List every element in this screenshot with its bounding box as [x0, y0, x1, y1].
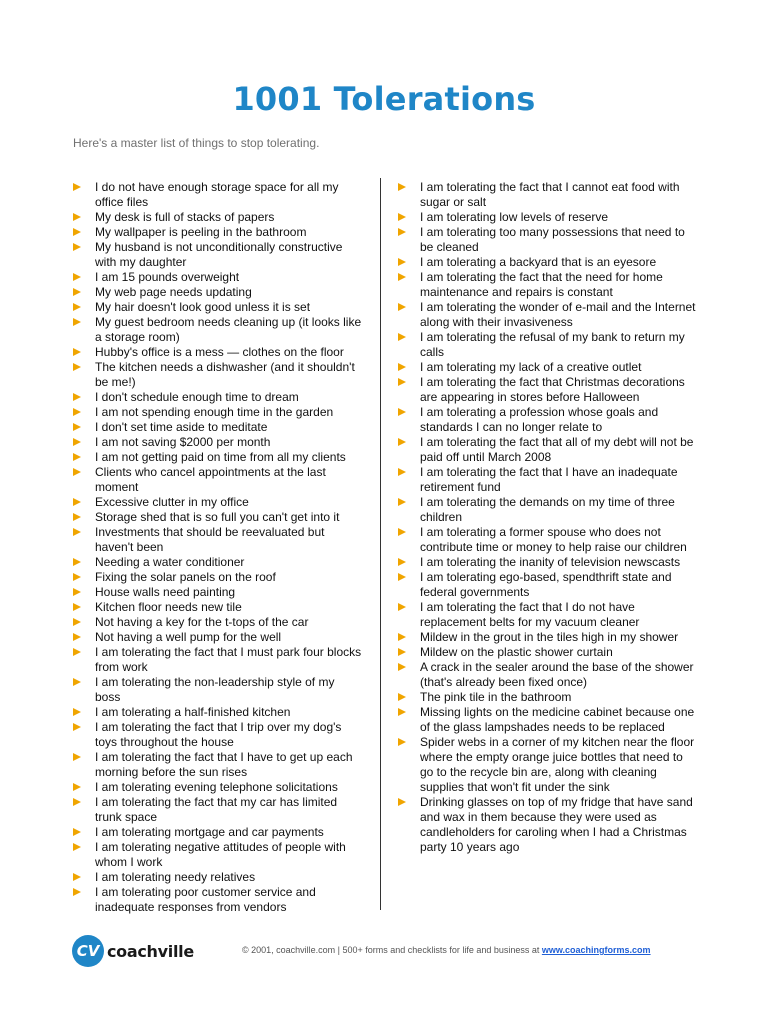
document-subtitle: Here's a master list of things to stop tolerating. [73, 136, 320, 150]
triangle-bullet-icon [73, 678, 81, 686]
toleration-item [73, 780, 363, 795]
toleration-text: Hubby's office is a mess — clothes on the floor [95, 345, 344, 359]
triangle-bullet-icon [73, 603, 81, 611]
toleration-item [73, 420, 363, 435]
toleration-text: Clients who cancel appointments at the last moment [95, 465, 326, 494]
toleration-item [398, 525, 698, 555]
toleration-item [398, 375, 698, 405]
triangle-bullet-icon [398, 468, 406, 476]
toleration-text: I am tolerating the fact that I have to get up each morning before the sun rises [95, 750, 353, 779]
logo-wordmark: coachville [107, 941, 194, 961]
toleration-item [398, 795, 698, 855]
toleration-text: I am tolerating low levels of reserve [420, 210, 609, 224]
triangle-bullet-icon [398, 528, 406, 536]
toleration-text: I am tolerating the wonder of e-mail and the Internet along with their invasiveness [420, 300, 696, 329]
toleration-item [73, 465, 363, 495]
triangle-bullet-icon [73, 468, 81, 476]
triangle-bullet-icon [398, 558, 406, 566]
toleration-item [398, 300, 698, 330]
triangle-bullet-icon [73, 513, 81, 521]
toleration-item [73, 675, 363, 705]
triangle-bullet-icon [398, 633, 406, 641]
triangle-bullet-icon [73, 213, 81, 221]
toleration-text: I am tolerating evening telephone solicitations [95, 780, 338, 794]
triangle-bullet-icon [398, 738, 406, 746]
toleration-item [73, 360, 363, 390]
toleration-item [73, 225, 363, 240]
triangle-bullet-icon [398, 603, 406, 611]
toleration-item [73, 825, 363, 840]
toleration-item [398, 555, 698, 570]
toleration-text: Needing a water conditioner [95, 555, 245, 569]
toleration-text: I am tolerating the non-leadership style of my boss [95, 675, 335, 704]
triangle-bullet-icon [73, 183, 81, 191]
toleration-item [398, 570, 698, 600]
triangle-bullet-icon [398, 213, 406, 221]
toleration-text: Drinking glasses on top of my fridge that have sand and wax in them because they were used as candleholders for caroling when I had a Christmas party 10 years ago [420, 795, 693, 854]
triangle-bullet-icon [398, 693, 406, 701]
toleration-item [73, 525, 363, 555]
triangle-bullet-icon [398, 363, 406, 371]
triangle-bullet-icon [398, 663, 406, 671]
triangle-bullet-icon [398, 273, 406, 281]
triangle-bullet-icon [398, 438, 406, 446]
triangle-bullet-icon [398, 573, 406, 581]
toleration-item [398, 660, 698, 690]
toleration-text: Excessive clutter in my office [95, 495, 249, 509]
toleration-item [73, 450, 363, 465]
triangle-bullet-icon [73, 408, 81, 416]
toleration-item [398, 735, 698, 795]
toleration-item [73, 600, 363, 615]
toleration-text: Mildew in the grout in the tiles high in my shower [420, 630, 679, 644]
triangle-bullet-icon [73, 843, 81, 851]
toleration-text: I don't schedule enough time to dream [95, 390, 299, 404]
toleration-text: I am tolerating the fact that my car has limited trunk space [95, 795, 338, 824]
toleration-item [398, 630, 698, 645]
toleration-item [398, 465, 698, 495]
toleration-item [73, 180, 363, 210]
toleration-text: I am not saving $2000 per month [95, 435, 271, 449]
triangle-bullet-icon [73, 753, 81, 761]
triangle-bullet-icon [73, 588, 81, 596]
toleration-item [73, 510, 363, 525]
toleration-item [73, 270, 363, 285]
triangle-bullet-icon [73, 573, 81, 581]
triangle-bullet-icon [73, 348, 81, 356]
triangle-bullet-icon [73, 888, 81, 896]
toleration-text: I am tolerating the demands on my time of three children [420, 495, 675, 524]
toleration-item [398, 210, 698, 225]
toleration-item [398, 705, 698, 735]
toleration-text: I am tolerating a half-finished kitchen [95, 705, 291, 719]
toleration-item [73, 870, 363, 885]
toleration-item [73, 555, 363, 570]
toleration-text: My husband is not unconditionally constructive with my daughter [95, 240, 343, 269]
toleration-text: I am tolerating the inanity of television newscasts [420, 555, 681, 569]
triangle-bullet-icon [73, 318, 81, 326]
toleration-text: I am tolerating ego-based, spendthrift state and federal governments [420, 570, 672, 599]
triangle-bullet-icon [73, 438, 81, 446]
toleration-item [73, 630, 363, 645]
triangle-bullet-icon [398, 258, 406, 266]
toleration-item [73, 300, 363, 315]
toleration-text: The kitchen needs a dishwasher (and it shouldn't be me!) [95, 360, 355, 389]
triangle-bullet-icon [73, 243, 81, 251]
triangle-bullet-icon [398, 498, 406, 506]
triangle-bullet-icon [398, 648, 406, 656]
toleration-item [398, 405, 698, 435]
triangle-bullet-icon [73, 708, 81, 716]
toleration-text: My desk is full of stacks of papers [95, 210, 275, 224]
toleration-item [73, 645, 363, 675]
triangle-bullet-icon [73, 273, 81, 281]
triangle-bullet-icon [73, 528, 81, 536]
toleration-text: Not having a well pump for the well [95, 630, 282, 644]
triangle-bullet-icon [73, 498, 81, 506]
column-divider [380, 178, 381, 910]
tolerations-list-right [398, 180, 698, 855]
toleration-text: I am tolerating the fact that I do not have replacement belts for my vacuum cleaner [420, 600, 640, 629]
toleration-text: My guest bedroom needs cleaning up (it looks like a storage room) [95, 315, 362, 344]
toleration-text: I am tolerating mortgage and car payments [95, 825, 324, 839]
triangle-bullet-icon [73, 723, 81, 731]
toleration-text: I am tolerating too many possessions that need to be cleaned [420, 225, 685, 254]
toleration-text: I am tolerating the fact that all of my debt will not be paid off until March 2008 [420, 435, 694, 464]
triangle-bullet-icon [73, 303, 81, 311]
toleration-item [398, 180, 698, 210]
triangle-bullet-icon [73, 873, 81, 881]
toleration-item [73, 240, 363, 270]
toleration-item [398, 330, 698, 360]
triangle-bullet-icon [73, 798, 81, 806]
triangle-bullet-icon [73, 423, 81, 431]
toleration-text: House walls need painting [95, 585, 236, 599]
toleration-item [73, 585, 363, 600]
triangle-bullet-icon [398, 798, 406, 806]
triangle-bullet-icon [398, 228, 406, 236]
toleration-item [398, 255, 698, 270]
toleration-text: I am tolerating the refusal of my bank to return my calls [420, 330, 685, 359]
toleration-text: The pink tile in the bathroom [420, 690, 572, 704]
toleration-item [398, 690, 698, 705]
toleration-item [398, 270, 698, 300]
toleration-item [73, 750, 363, 780]
toleration-item [73, 210, 363, 225]
toleration-text: I am tolerating the fact that I trip over my dog's toys throughout the house [95, 720, 342, 749]
toleration-item [73, 345, 363, 360]
toleration-item [73, 570, 363, 585]
triangle-bullet-icon [73, 783, 81, 791]
toleration-item [398, 435, 698, 465]
toleration-item [398, 645, 698, 660]
toleration-item [73, 285, 363, 300]
toleration-item [73, 435, 363, 450]
toleration-text: I am tolerating a backyard that is an eyesore [420, 255, 657, 269]
toleration-text: My wallpaper is peeling in the bathroom [95, 225, 307, 239]
toleration-text: Kitchen floor needs new tile [95, 600, 242, 614]
triangle-bullet-icon [73, 288, 81, 296]
toleration-text: Investments that should be reevaluated but haven't been [95, 525, 325, 554]
toleration-text: Spider webs in a corner of my kitchen near the floor where the empty orange juice bottles that need to go to the recycle bin are, along with cleaning supplies that won't fit under the sink [420, 735, 695, 794]
toleration-text: I am tolerating a profession whose goals and standards I can no longer relate to [420, 405, 659, 434]
toleration-item [73, 495, 363, 510]
toleration-item [73, 840, 363, 870]
toleration-text: I am tolerating poor customer service and inadequate responses from vendors [95, 885, 316, 914]
toleration-text: I don't set time aside to meditate [95, 420, 268, 434]
document-title: 1001 Tolerations [232, 80, 536, 118]
triangle-bullet-icon [398, 303, 406, 311]
toleration-text: I am tolerating the fact that Christmas decorations are appearing in stores before Halloween [420, 375, 685, 404]
toleration-text: A crack in the sealer around the base of the shower (that's already been fixed once) [420, 660, 694, 689]
triangle-bullet-icon [398, 408, 406, 416]
triangle-bullet-icon [73, 363, 81, 371]
triangle-bullet-icon [73, 648, 81, 656]
toleration-item [73, 405, 363, 420]
cv-logo-icon: CV [72, 935, 104, 967]
triangle-bullet-icon [73, 558, 81, 566]
triangle-bullet-icon [73, 828, 81, 836]
toleration-text: I am tolerating the fact that the need for home maintenance and repairs is constant [420, 270, 663, 299]
toleration-text: I am tolerating my lack of a creative outlet [420, 360, 642, 374]
coachingforms-link[interactable]: www.coachingforms.com [541, 945, 651, 955]
toleration-text: I am tolerating the fact that I must park four blocks from work [95, 645, 362, 674]
toleration-item [398, 600, 698, 630]
triangle-bullet-icon [398, 708, 406, 716]
toleration-text: Storage shed that is so full you can't get into it [95, 510, 340, 524]
toleration-text: I do not have enough storage space for all my office files [95, 180, 339, 209]
triangle-bullet-icon [398, 378, 406, 386]
toleration-text: Not having a key for the t-tops of the car [95, 615, 309, 629]
toleration-item [73, 795, 363, 825]
toleration-text: Mildew on the plastic shower curtain [420, 645, 613, 659]
toleration-text: Fixing the solar panels on the roof [95, 570, 276, 584]
toleration-text: I am tolerating needy relatives [95, 870, 256, 884]
triangle-bullet-icon [73, 618, 81, 626]
toleration-text: I am tolerating negative attitudes of people with whom I work [95, 840, 346, 869]
toleration-text: I am not getting paid on time from all my clients [95, 450, 346, 464]
toleration-text: I am tolerating the fact that I cannot eat food with sugar or salt [420, 180, 680, 209]
footer-copyright [242, 945, 651, 955]
toleration-item [73, 885, 363, 915]
triangle-bullet-icon [73, 633, 81, 641]
toleration-text: I am 15 pounds overweight [95, 270, 240, 284]
coachville-logo [72, 934, 194, 968]
toleration-text: I am not spending enough time in the garden [95, 405, 334, 419]
toleration-item [73, 390, 363, 405]
toleration-text: Missing lights on the medicine cabinet because one of the glass lampshades needs to be replaced [420, 705, 695, 734]
triangle-bullet-icon [398, 333, 406, 341]
tolerations-list-left [73, 180, 363, 915]
toleration-text: My hair doesn't look good unless it is set [95, 300, 311, 314]
toleration-text: I am tolerating the fact that I have an inadequate retirement fund [420, 465, 678, 494]
toleration-item [398, 225, 698, 255]
toleration-item [73, 705, 363, 720]
toleration-item [398, 360, 698, 375]
toleration-item [73, 315, 363, 345]
footer-copyright-text: © 2001, coachville.com | 500+ forms and checklists for life and business at [242, 945, 542, 955]
triangle-bullet-icon [398, 183, 406, 191]
toleration-item [73, 720, 363, 750]
triangle-bullet-icon [73, 453, 81, 461]
toleration-item [398, 495, 698, 525]
toleration-item [73, 615, 363, 630]
toleration-text: My web page needs updating [95, 285, 252, 299]
toleration-text: I am tolerating a former spouse who does not contribute time or money to help raise our children [420, 525, 687, 554]
triangle-bullet-icon [73, 393, 81, 401]
triangle-bullet-icon [73, 228, 81, 236]
